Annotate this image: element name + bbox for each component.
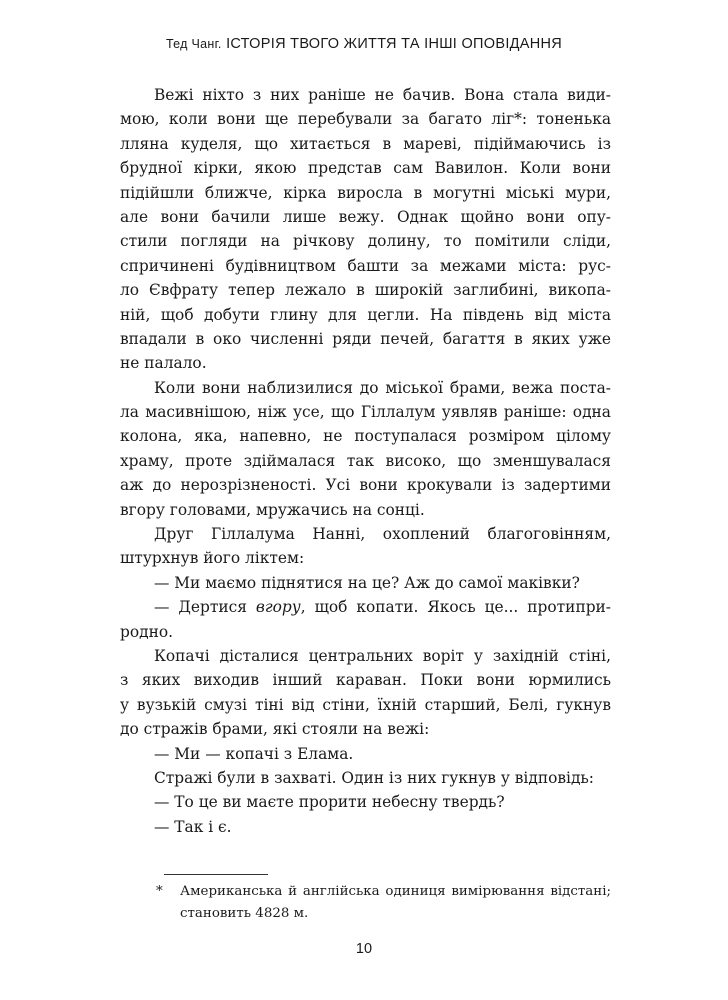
- text-line: брудної кірки, якою представ сам Вавилон. Коли вони: [120, 159, 611, 178]
- emphasis-word: вгору: [255, 598, 301, 617]
- text-line: Копачі дісталися центральних воріт у західній стіні,: [154, 646, 611, 665]
- header-author: Тед Чанг.: [165, 37, 222, 51]
- dialogue-part: — Дертися: [154, 598, 256, 617]
- text-line: Вежі ніхто з них раніше не бачив. Вона стала види-: [154, 86, 611, 104]
- text-line: храму, проте здіймалася так високо, що зменшувалася: [120, 451, 611, 470]
- text-line: з яких виходив інший караван. Поки вони юрмились: [120, 671, 611, 690]
- text-line: лляна куделя, що хитається в мареві, підіймаючись із: [120, 134, 611, 153]
- page-number: 10: [355, 941, 373, 957]
- text-line: мою, коли вони ще перебували за багато ліг*: тоненька: [120, 110, 611, 129]
- text-line: ній, щоб добути глину для цегли. На південь від міста: [120, 305, 611, 324]
- dialogue-line: [120, 595, 611, 619]
- dialogue-part: , щоб копати. Якось це... протипри-: [300, 598, 612, 617]
- dialogue-line: — Ми — копачі з Елама.: [154, 744, 354, 763]
- body-text: [120, 83, 611, 839]
- text-line: ло Євфрату тепер лежало в широкій заглибині, викопа-: [120, 281, 611, 300]
- text-line: штурхнув його ліктем:: [120, 549, 305, 568]
- text-line: вгору головами, мружачись на сонці.: [120, 500, 425, 519]
- text-line: підійшли ближче, кірка виросла в могутні міські мури,: [120, 183, 611, 202]
- text-line: стили погляди на річкову долину, то помітили сліди,: [120, 232, 611, 251]
- footnote: [156, 881, 611, 925]
- text-line: колона, яка, напевно, не поступалася розміром цілому: [120, 427, 611, 446]
- dialogue-line: — Ми маємо піднятися на це? Аж до самої маківки?: [154, 573, 580, 592]
- dialogue-line: — То це ви маєте прорити небесну твердь?: [154, 793, 505, 812]
- text-line: Друг Гіллалума Нанні, охоплений благоговінням,: [154, 525, 611, 544]
- footnote-line: становить 4828 м.: [180, 906, 309, 921]
- text-line: впадали в око численні ряди печей, багаття в яких уже: [120, 329, 611, 348]
- text-line: аж до нерозрізненості. Усі вони крокували із задертими: [120, 476, 611, 495]
- text-line: Коли вони наблизилися до міської брами, вежа поста-: [154, 378, 611, 397]
- text-line: ла масивнішою, ніж усе, що Гіллалум уявляв раніше: одна: [120, 403, 611, 422]
- footnote-divider: [164, 874, 268, 875]
- text-line: Стражі були в захваті. Один із них гукнув у відповідь:: [154, 768, 594, 787]
- text-line: у вузькій смузі тіні від стіни, їхній старший, Белі, гукнув: [120, 695, 611, 714]
- text-line: але вони бачили лише вежу. Однак щойно вони опу-: [120, 207, 611, 226]
- dialogue-line: — Так і є.: [154, 817, 232, 836]
- text-line: не палало.: [120, 354, 207, 373]
- text-line: до стражів брами, які стояли на вежі:: [120, 720, 430, 739]
- header-title: ІСТОРІЯ ТВОГО ЖИТТЯ ТА ІНШІ ОПОВІДАННЯ: [226, 36, 563, 52]
- footnote-mark: *: [156, 884, 163, 899]
- footnote-line: Американська й англійська одиниця вимірювання відстані;: [180, 884, 611, 899]
- running-header: [0, 36, 728, 52]
- text-line: родно.: [120, 622, 174, 641]
- text-line: спричинені будівництвом башти за межами міста: рус-: [120, 256, 611, 275]
